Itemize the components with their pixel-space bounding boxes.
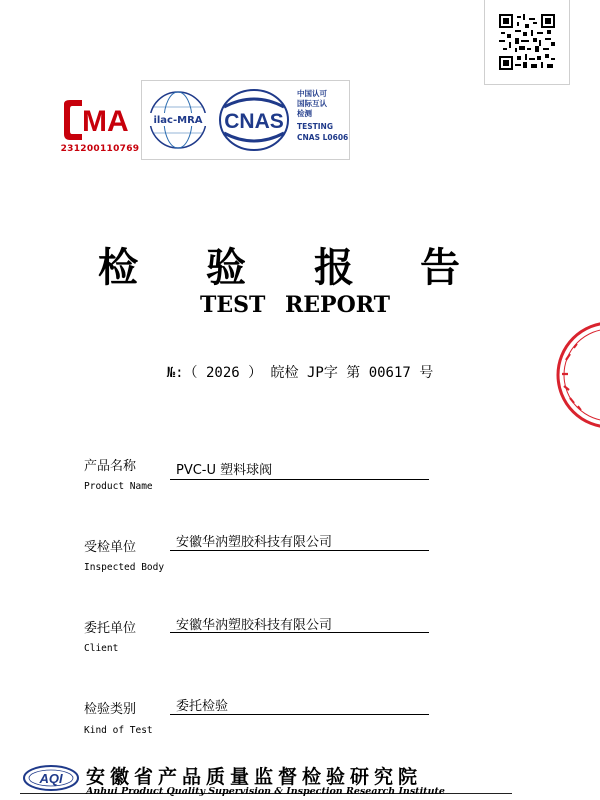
report-title-en-test: TEST	[200, 292, 266, 318]
report-number: №:（ 2026 ） 皖检 JP字 第 00617 号	[166, 365, 434, 381]
title-char-2: 验	[206, 245, 246, 291]
cnas-text: CNAS	[224, 110, 284, 133]
field-value: 委托检验	[176, 699, 229, 714]
field-sub-label: Product Name	[84, 481, 153, 492]
field-value: 安徽华汭塑胶科技有限公司	[176, 535, 333, 550]
cnas-cn-line-3: 检测	[297, 109, 312, 118]
institute-name-cn: 安徽省产品质量监督检验研究院	[86, 766, 423, 788]
field-sub-label: Kind of Test	[84, 725, 153, 736]
field-label: 委托单位	[84, 621, 137, 636]
title-char-3: 报	[314, 245, 354, 291]
qr-code-icon	[499, 14, 555, 70]
cma-number: 231200110769	[60, 144, 140, 154]
cma-text: MA	[82, 105, 129, 138]
field-label: 检验类别	[84, 702, 137, 717]
field-underline	[170, 479, 429, 480]
official-seal-icon	[548, 320, 600, 430]
field-sub-label: Client	[84, 643, 119, 654]
report-title-en-report: REPORT	[285, 292, 391, 318]
field-label: 产品名称	[84, 459, 137, 474]
field-label: 受检单位	[84, 540, 137, 555]
aqi-text: AQI	[39, 771, 63, 786]
institute-name-en: Anhui Product Quality Supervision & Inspection Research Institute	[86, 786, 445, 797]
cnas-code: CNAS L0606	[297, 133, 349, 142]
field-underline	[170, 550, 429, 551]
cnas-cn-line-2: 国际互认	[297, 99, 327, 108]
certification-logos	[141, 80, 350, 160]
cnas-cn-line-1: 中国认可	[297, 89, 327, 98]
aqi-logo	[22, 764, 80, 792]
cnas-testing: TESTING	[297, 122, 333, 131]
field-sub-label: Inspected Body	[84, 562, 165, 573]
ilac-text: ilac-MRA	[153, 115, 203, 126]
title-char-1: 检	[98, 245, 138, 291]
title-char-4: 告	[420, 245, 460, 291]
field-value: 安徽华汭塑胶科技有限公司	[176, 618, 333, 633]
cnas-logo	[218, 87, 290, 153]
field-value: PVC-U 塑料球阀	[176, 463, 273, 478]
ilac-mra-logo	[146, 89, 210, 151]
field-underline	[170, 714, 429, 715]
qr-code-frame	[484, 0, 570, 85]
institute-footer	[0, 760, 600, 800]
field-underline	[170, 632, 429, 633]
